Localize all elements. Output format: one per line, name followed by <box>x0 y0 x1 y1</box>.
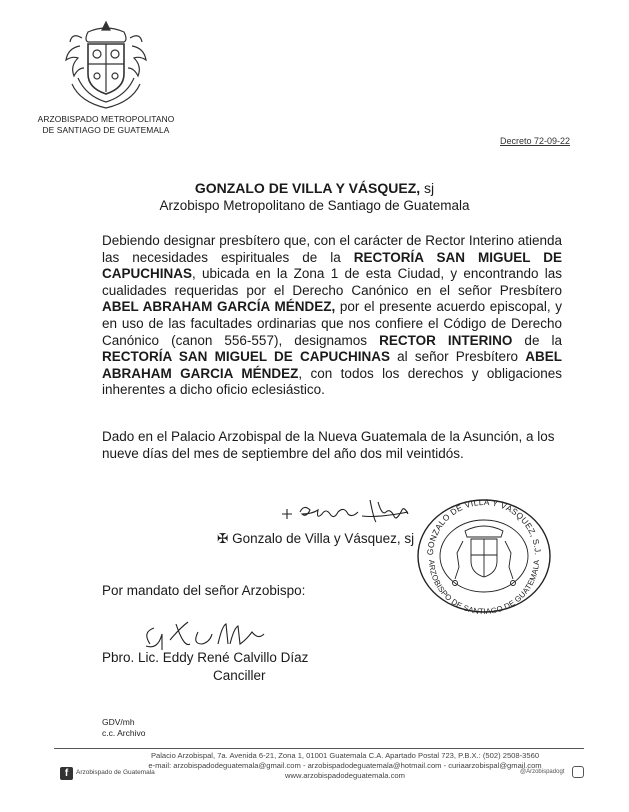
body-text: , con todos los derechos y obligaciones inherentes a dicho oficio eclesiástico. <box>102 365 562 398</box>
archbishop-signed-name: Gonzalo de Villa y Vásquez, sj <box>232 531 415 546</box>
body-text: de la <box>512 332 563 348</box>
typist-initials: GDV/mh <box>102 717 135 727</box>
body-bold-rectory: RECTORÍA SAN MIGUEL DE CAPUCHINAS <box>102 349 390 365</box>
cross-icon: ✠ <box>217 531 229 546</box>
seal-top-text: GONZALO DE VILLA Y VÁSQUEZ, S.J. <box>424 497 544 556</box>
footer-divider <box>54 748 584 749</box>
body-bold-priest: ABEL ABRAHAM GARCIA MÉNDEZ <box>102 349 562 381</box>
org-name-line-1: ARZOBISPADO METROPOLITANO <box>37 114 175 124</box>
footer-address: Palacio Arzobispal, 7a. Avenida 6-21, Zona 1, 01001 Guatemala C.A. Apartado Postal 723, P.B.X.: (502) 2508-3560 <box>150 751 540 760</box>
archbishop-name: GONZALO DE VILLA Y VÁSQUEZ, <box>194 180 421 196</box>
archbishop-suffix: sj <box>424 180 435 196</box>
seal-bottom-text: ARZOBISPO DE SANTIAGO DE GUATEMALA <box>426 559 542 615</box>
decree-number: Decreto 72-09-22 <box>500 136 571 146</box>
body-text: , ubicada en la Zona 1 de esta Ciudad, y encontrando las cualidades requeridas por el Derecho Canónico en el señor Presbítero <box>102 266 562 298</box>
body-text: al señor Presbítero <box>389 349 526 365</box>
instagram-icon <box>572 766 584 778</box>
footer-emails: e-mail: arzobispadodeguatemala@gmail.com - arzobispadodeguatemala@hotmail.com - curiaarzobispal@gmail.com <box>148 761 542 770</box>
body-bold-priest: ABEL ABRAHAM GARCÍA MÉNDEZ, <box>102 299 336 315</box>
chancellor-name: Pbro. Lic. Eddy René Calvillo Díaz <box>102 650 309 665</box>
footer-website: www.arzobispadodeguatemala.com <box>285 771 405 780</box>
carbon-copy-note: c.c. Archivo <box>102 728 146 738</box>
archbishop-role: Arzobispo Metropolitano de Santiago de Guatemala <box>159 198 470 213</box>
archbishop-seal-stamp <box>413 497 555 615</box>
archbishop-signature-name <box>217 531 414 547</box>
body-bold-role: RECTOR INTERINO <box>379 332 513 348</box>
body-bold-rectory: RECTORÍA SAN MIGUEL DE CAPUCHINAS <box>102 249 562 282</box>
org-name-line-2: DE SANTIAGO DE GUATEMALA <box>42 125 170 135</box>
archdiocese-crest-logo <box>58 18 154 110</box>
body-text: por el presente acuerdo episcopal, y en uso de las facultades ordinarias que nos confiere el Código de Derecho Canónico (canon 556-557), designamos <box>102 299 562 348</box>
mandate-line: Por mandato del señor Arzobispo: <box>102 583 306 598</box>
archbishop-heading <box>0 180 629 196</box>
archbishop-handwritten-signature <box>278 492 418 532</box>
chancellor-title: Canciller <box>213 668 266 683</box>
given-at-paragraph: Dado en el Palacio Arzobispal de la Nueva Guatemala de la Asunción, a los nueve días del mes de septiembre del año dos mil veintidós. <box>102 429 555 461</box>
facebook-icon: f <box>60 767 73 780</box>
decree-body-paragraph <box>102 233 562 399</box>
instagram-handle: @Arzobispadogt <box>520 769 565 775</box>
facebook-page-name: Arzobispado de Guatemala <box>76 769 155 776</box>
body-text: Debiendo designar presbítero que, con el carácter de Rector Interino atienda las necesidades espirituales de la <box>102 233 562 265</box>
